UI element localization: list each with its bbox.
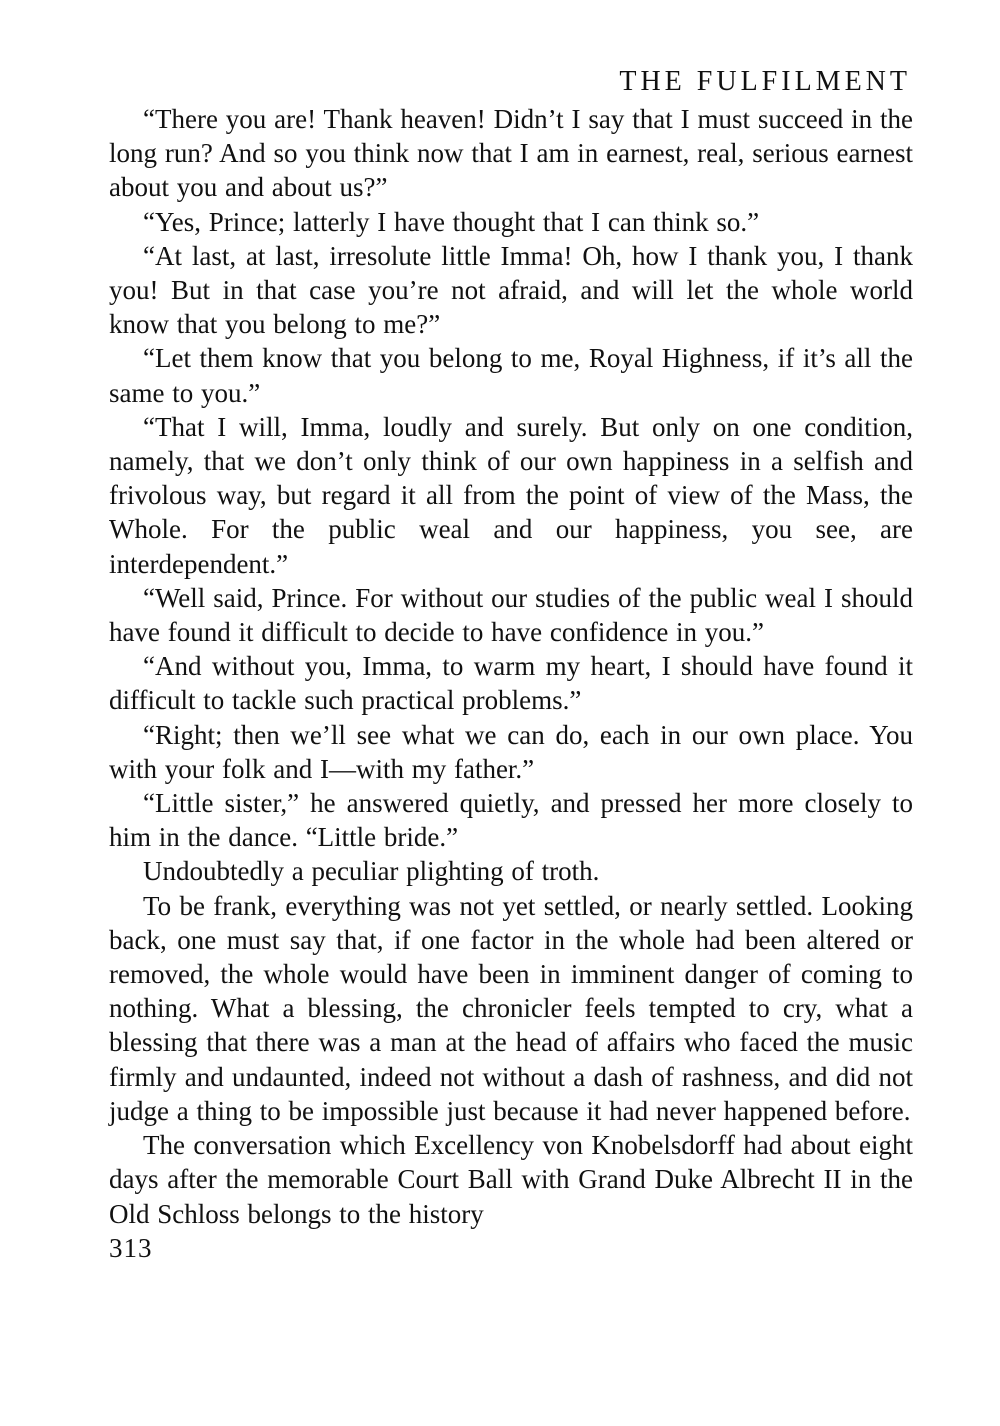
paragraph: “At last, at last, irresolute little Imma! Oh, how I thank you, I thank you! But in that case you’re not afraid, and will let the whole world know that you belong to me?” — [109, 240, 913, 340]
paragraph: To be frank, everything was not yet settled, or nearly settled. Looking back, one must say that, if one factor in the whole had been altered or removed, the whole would have been in imminent danger of coming to nothing. What a blessing, the chronicler feels tempted to cry, what a blessing that there was a man at the head of affairs who faced the music firmly and undaunted, indeed not without a dash of rashness, and did not judge a thing to be impossible just because it had never happened before. — [109, 890, 913, 1126]
paragraph: “Well said, Prince. For without our studies of the public weal I should have found it difficult to decide to have confidence in you.” — [109, 582, 913, 648]
book-page — [109, 62, 913, 1265]
paragraph: “And without you, Imma, to warm my heart, I should have found it difficult to tackle such practical problems.” — [109, 651, 913, 716]
paragraph: “Right; then we’ll see what we can do, each in our own place. You with your folk and I—with my father.” — [109, 719, 913, 784]
paragraph: “That I will, Imma, loudly and surely. But only on one condition, namely, that we don’t only think of our own happiness in a selfish and frivolous way, but regard it all from the point of view of the Mass, the Whole. For the public weal and our happiness, you see, are interdependent.” — [109, 411, 913, 579]
paragraph: “Yes, Prince; latterly I have thought that I can think so.” — [143, 206, 760, 237]
paragraph: “Little sister,” he answered quietly, and pressed her more closely to him in the dance. “Little bride.” — [109, 788, 913, 853]
running-title: THE FULFILMENT — [619, 66, 911, 97]
page-number: 313 — [109, 1232, 153, 1263]
paragraph: “Let them know that you belong to me, Royal Highness, if it’s all the same to you.” — [109, 343, 913, 408]
paragraph: Undoubtedly a peculiar plighting of troth. — [143, 856, 600, 887]
paragraph: “There you are! Thank heaven! Didn’t I say that I must succeed in the long run? And so you think now that I am in earnest, real, serious earnest about you and about us?” — [109, 104, 913, 203]
paragraph: The conversation which Excellency von Knobelsdorff had about eight days after the memorable Court Ball with Grand Duke Albrecht II in the Old Schloss belongs to the history — [109, 1130, 913, 1229]
